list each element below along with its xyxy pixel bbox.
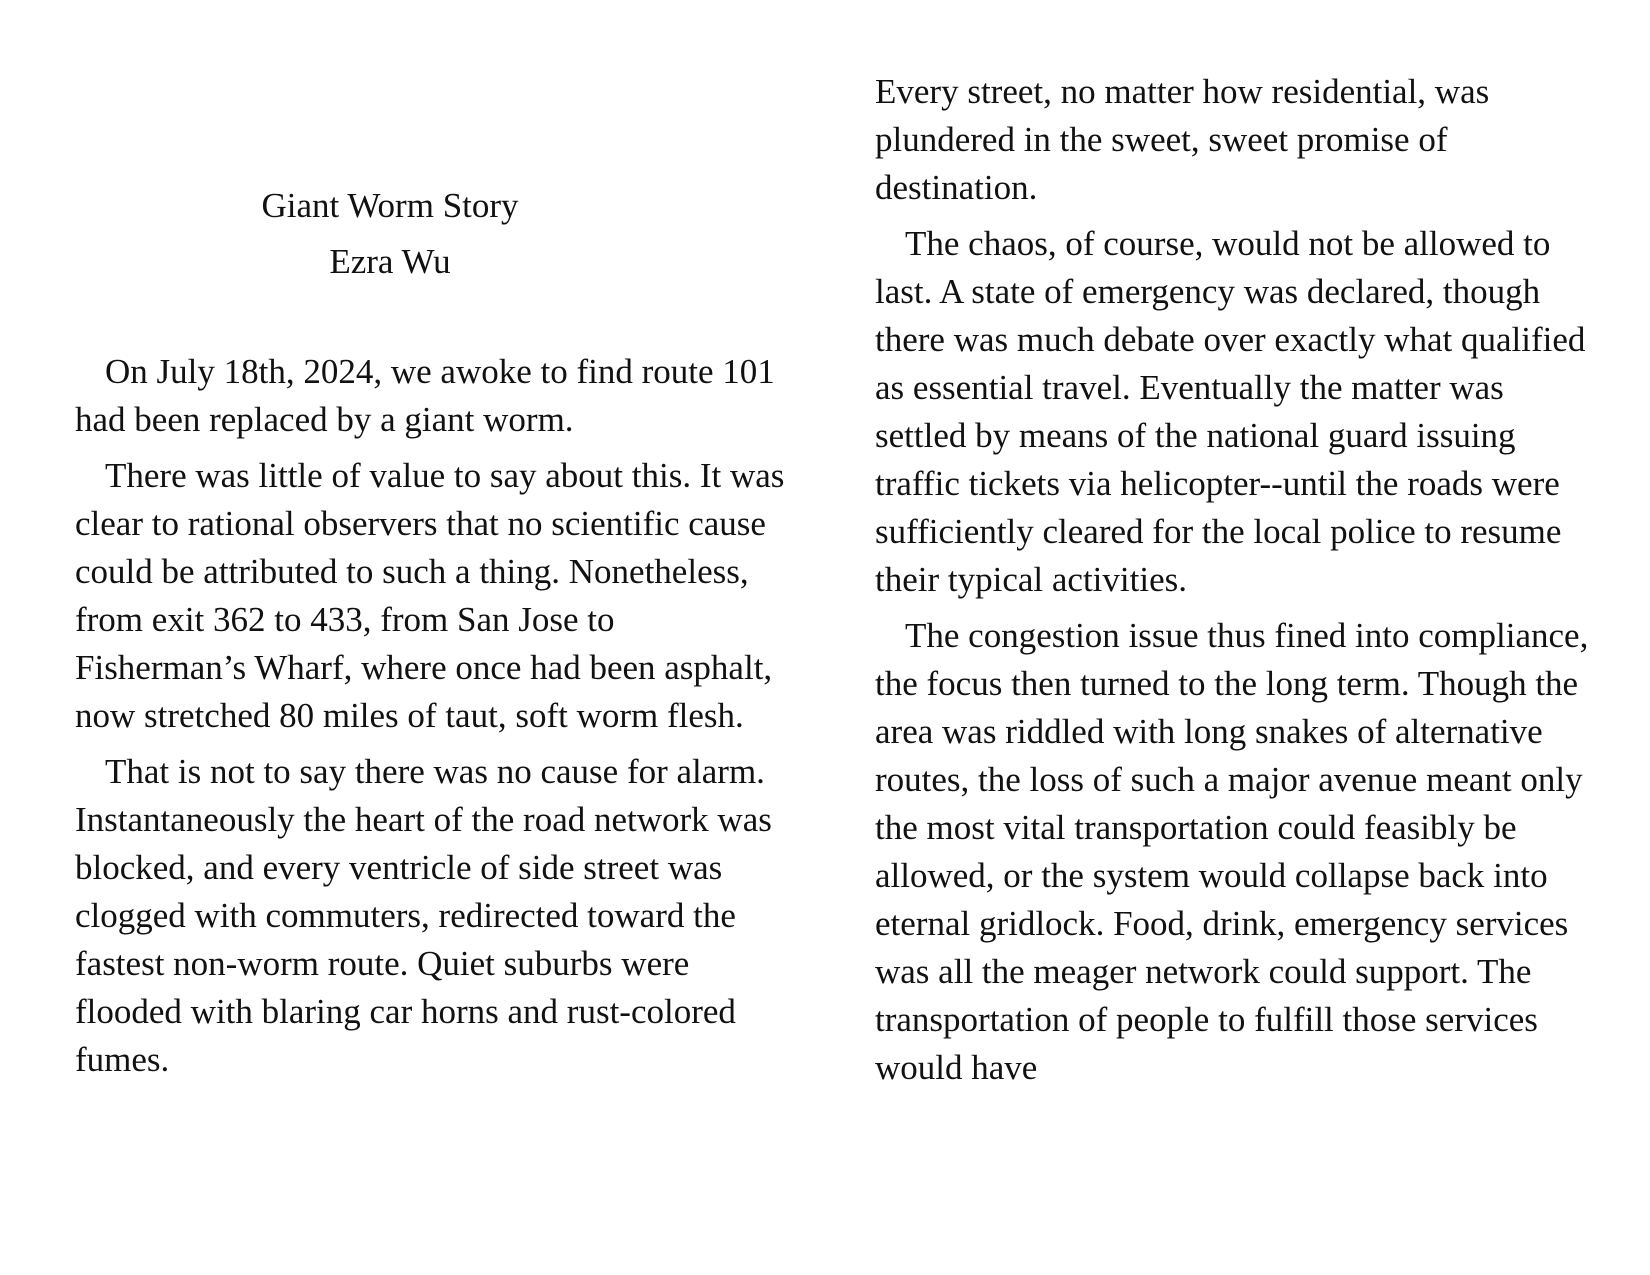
paragraph-continued: Every street, no matter how residential, was plundered in the sweet, sweet promise of destination.	[875, 72, 1490, 207]
paragraph: That is not to say there was no cause for alarm. Instantaneously the heart of the road network was blocked, and every ventricle of side street was clogged with commuters, redirected toward the fastest non-worm route. Quiet suburbs were flooded with blaring car horns and rust-colored fumes.	[75, 752, 772, 1079]
left-page-body	[75, 348, 785, 1092]
story-title: Giant Worm Story	[261, 186, 519, 225]
paragraph: On July 18th, 2024, we awoke to find route 101 had been replaced by a giant worm.	[75, 352, 775, 439]
right-page-body	[875, 68, 1595, 1100]
paragraph: The chaos, of course, would not be allowed to last. A state of emergency was declared, though there was much debate over exactly what qualified as essential travel. Eventually the matter was settled by means of the national guard issuing traffic tickets via helicopter--until the roads were sufficiently cleared for the local police to resume their typical activities.	[875, 224, 1586, 599]
paragraph: There was little of value to say about this. It was clear to rational observers that no scientific cause could be attributed to such a thing. Nonetheless, from exit 362 to 433, from San Jose to Fisherman’s Wharf, where once had been asphalt, now stretched 80 miles of taut, soft worm flesh.	[75, 456, 785, 735]
story-author: Ezra Wu	[329, 242, 451, 281]
paragraph: The congestion issue thus fined into compliance, the focus then turned to the long term. Though the area was riddled with long snakes of alternative routes, the loss of such a major avenue meant only the most vital transportation could feasibly be allowed, or the system would collapse back into eternal gridlock. Food, drink, emergency services was all the meager network could support. The transportation of people to fulfill those services would have	[875, 616, 1589, 1087]
right-page	[875, 0, 1595, 1275]
left-page	[75, 0, 785, 1275]
title-block	[75, 178, 705, 290]
